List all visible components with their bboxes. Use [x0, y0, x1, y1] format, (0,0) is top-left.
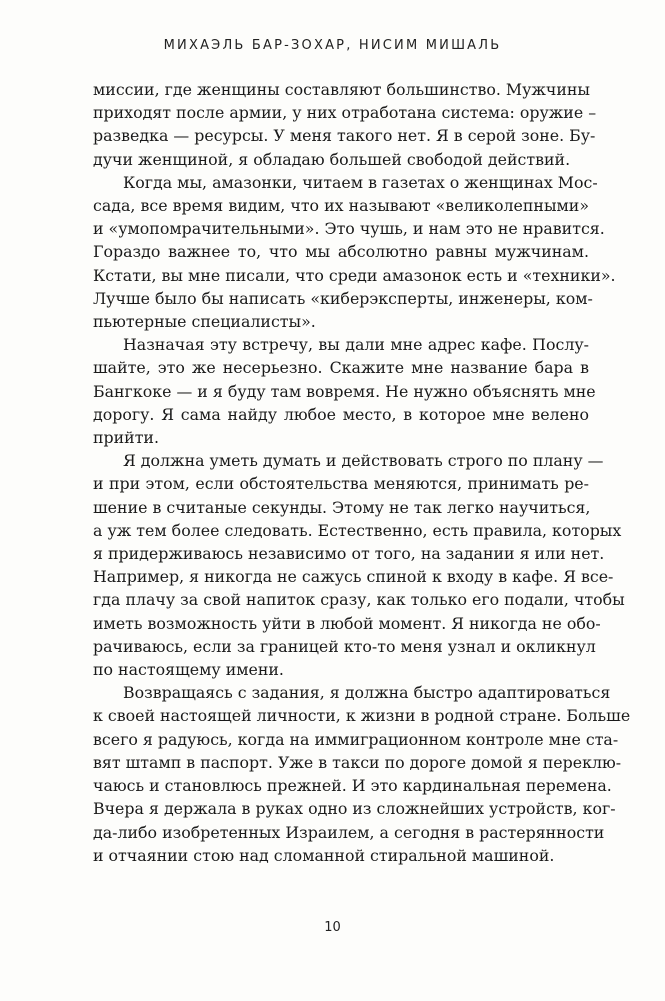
text-line: пьютерные специалисты».: [93, 312, 316, 332]
text-line: миссии, где женщины составляют большинство. Мужчины: [93, 80, 591, 99]
paragraph: [93, 449, 625, 681]
text-line: иметь возможность уйти в любой момент. Я никогда не обо-: [93, 613, 601, 633]
running-header: МИХАЭЛЬ БАР-ЗОХАР, НИСИМ МИШАЛЬ: [163, 38, 502, 53]
text-line: гда плачу за свой напиток сразу, как только его подали, чтобы: [93, 590, 625, 610]
text-line: чаюсь и становлюсь прежней. И это кардинальная перемена.: [93, 776, 612, 796]
text-line: Я должна уметь думать и действовать строго по плану —: [123, 451, 604, 471]
text-line: Например, я никогда не сажусь спиной к входу в кафе. Я все-: [93, 567, 614, 587]
text-line: Лучше было бы написать «киберэксперты, инженеры, ком-: [93, 288, 593, 308]
text-line: Возвращаясь с задания, я должна быстро адаптироваться: [123, 683, 611, 703]
text-line: я придерживаюсь независимо от того, на задании я или нет.: [93, 544, 605, 564]
body-text: [93, 78, 631, 867]
text-line: сада, все время видим, что их называют «великолепными»: [93, 196, 589, 216]
text-line: да-либо изобретенных Израилем, а сегодня в растерянности: [93, 822, 605, 842]
text-line: всего я радуюсь, когда на иммиграционном контроле мне ста-: [93, 729, 619, 749]
text-line: приходят после армии, у них отработана система: оружие –: [93, 103, 597, 123]
text-line: разведка — ресурсы. У меня такого нет. Я в серой зоне. Бу-: [93, 126, 596, 146]
text-line: Бангкоке — и я буду там вовремя. Не нужно объяснять мне: [93, 381, 596, 401]
page-number: 10: [324, 920, 341, 935]
text-line: Когда мы, амазонки, читаем в газетах о женщинах Мос-: [123, 172, 598, 192]
text-line: Кстати, вы мне писали, что среди амазонок есть и «техники».: [93, 265, 616, 285]
text-line: дучи женщиной, я обладаю большей свободой действий.: [93, 149, 571, 169]
paragraph: [93, 78, 597, 171]
text-line: и «умопомрачительными». Это чушь, и нам это не нравится.: [93, 219, 605, 239]
paragraph: [93, 171, 616, 333]
paragraph: [93, 333, 596, 449]
text-line: прийти.: [93, 428, 159, 448]
text-line: вят штамп в паспорт. Уже в такси по дороге домой я переклю-: [93, 752, 622, 772]
text-line: к своей настоящей личности, к жизни в родной стране. Больше: [93, 706, 631, 726]
text-line: а уж тем более следовать. Естественно, есть правила, которых: [93, 520, 622, 540]
text-line: и при этом, если обстоятельства меняются, принимать ре-: [93, 474, 589, 494]
text-line: шение в считаные секунды. Этому не так легко научиться,: [93, 497, 591, 517]
text-line: шайте, это же несерьезно. Скажите мне название бара в: [93, 358, 589, 378]
text-line: Назначая эту встречу, вы дали мне адрес кафе. Послу-: [123, 335, 589, 355]
text-line: по настоящему имени.: [93, 660, 284, 680]
text-line: Гораздо важнее то, что мы абсолютно равны мужчинам.: [93, 242, 589, 262]
text-line: рачиваюсь, если за границей кто-то меня узнал и окликнул: [93, 636, 596, 656]
paragraph: [93, 681, 631, 867]
text-line: и отчаянии стою над сломанной стиральной машиной.: [93, 845, 555, 865]
text-line: дорогу. Я сама найду любое место, в которое мне велено: [93, 404, 589, 424]
text-line: Вчера я держала в руках одно из сложнейших устройств, ког-: [93, 799, 616, 819]
